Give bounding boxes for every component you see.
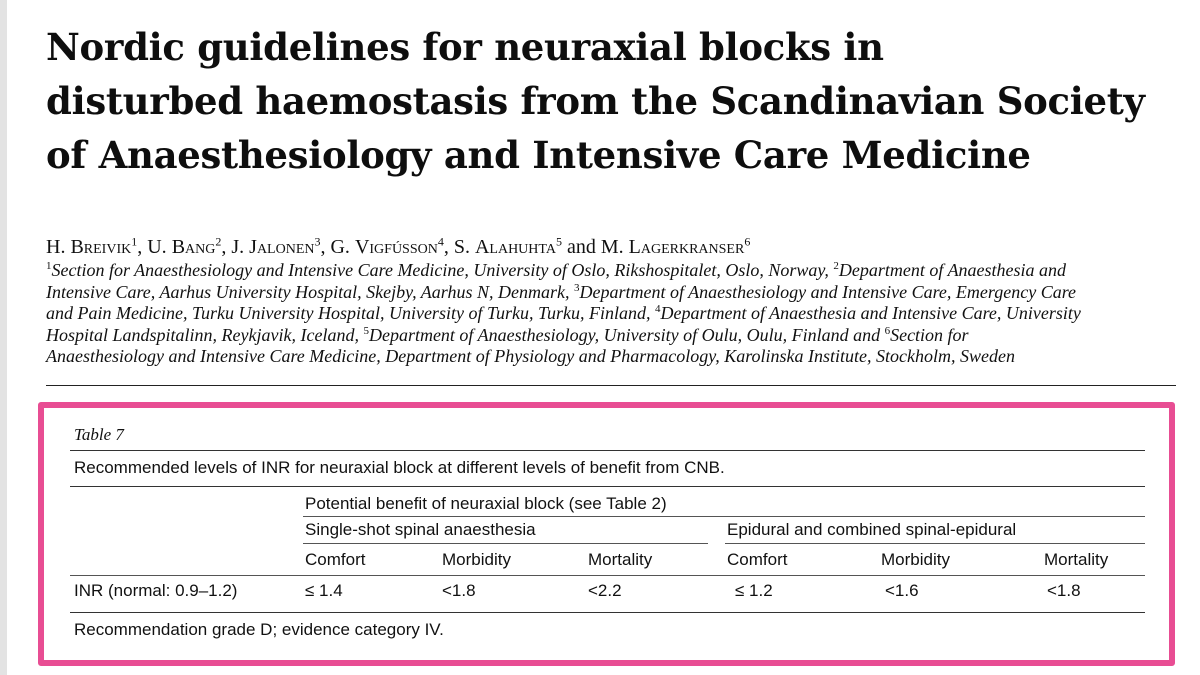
- page-left-edge: [0, 0, 7, 675]
- affiliation-list: [46, 260, 1186, 368]
- affiliation-text: Section for: [890, 324, 969, 345]
- affiliation-marker: 1: [46, 260, 52, 272]
- author-list: [46, 234, 1186, 260]
- affiliation-text: Anaesthesiology and Intensive Care Medicine, Department of Physiology and Pharmacology, Karolinska Institute, Stockholm, Sweden: [46, 346, 1015, 367]
- affiliation-text: Intensive Care, Aarhus University Hospital, Skejby, Aarhus N, Denmark,: [46, 281, 574, 302]
- affiliation-text: Department of Anaesthesia and: [838, 260, 1067, 280]
- affiliation-marker: 2: [833, 260, 839, 272]
- column-header: Mortality: [588, 550, 653, 569]
- group-header-rule: [303, 516, 1145, 517]
- table-caption: Recommended levels of INR for neuraxial block at different levels of benefit from CNB.: [74, 458, 725, 477]
- table-cell: <1.6: [885, 581, 919, 600]
- affiliation-text: Department of Anaesthesia and Intensive Care, University: [660, 303, 1081, 324]
- table-cell: <1.8: [1047, 581, 1081, 600]
- column-header: Morbidity: [881, 550, 950, 569]
- affiliation-text: Section for Anaesthesiology and Intensive Care Medicine, University of Oslo, Rikshospitalet, Oslo, Norway,: [51, 260, 834, 280]
- affiliation-line: [46, 346, 1186, 368]
- author: U. Bang$^2$: [147, 234, 222, 258]
- subgroup-epidural: Epidural and combined spinal-epidural: [727, 520, 1017, 539]
- author: G. Vigfússon$^4$: [330, 234, 444, 258]
- affiliation-line: [46, 282, 1186, 304]
- caption-rule: [70, 486, 1145, 487]
- affiliation-text: Hospital Landspitalinn, Reykjavik, Iceland,: [46, 324, 364, 345]
- column-header: Morbidity: [442, 550, 511, 569]
- author-separator: ,: [137, 236, 148, 258]
- affiliation-text: and Pain Medicine, Turku University Hospital, University of Turku, Turku, Finland,: [46, 303, 655, 324]
- table-cell: <1.8: [442, 581, 476, 600]
- affiliation-line: [46, 303, 1186, 325]
- subgroup-spinal: Single-shot spinal anaesthesia: [305, 520, 536, 539]
- affiliation-line: [46, 260, 1186, 282]
- author-separator: ,: [443, 236, 454, 258]
- author-separator: ,: [221, 236, 232, 258]
- author-separator: and: [561, 236, 601, 258]
- group-header: Potential benefit of neuraxial block (see Table 2): [305, 494, 667, 513]
- table-top-rule: [70, 450, 1145, 451]
- table-cell: ≤ 1.4: [305, 581, 343, 600]
- column-header: Comfort: [727, 550, 788, 569]
- author-separator: ,: [320, 236, 331, 258]
- affiliation-line: [46, 325, 1186, 347]
- table-cell: ≤ 1.2: [735, 581, 773, 600]
- author: J. Jalonen$^3$: [231, 234, 321, 258]
- column-header: Mortality: [1044, 550, 1109, 569]
- author: H. Breivik$^1$: [46, 234, 138, 258]
- affiliation-marker: 5: [363, 324, 369, 337]
- subgroup-epidural-rule: [725, 543, 1145, 544]
- affiliation-marker: 3: [573, 281, 580, 294]
- title-line: disturbed haemostasis from the Scandinavian Society: [46, 79, 1145, 123]
- header-bottom-rule: [70, 575, 1145, 576]
- author: M. Lagerkranser$^6$: [600, 234, 751, 258]
- title-line: Nordic guidelines for neuraxial blocks in: [46, 25, 884, 69]
- row-label: INR (normal: 0.9–1.2): [74, 581, 238, 600]
- affiliation-text: Department of Anaesthesiology, University of Oulu, Oulu, Finland and: [368, 324, 885, 345]
- paper-title: [46, 20, 1166, 182]
- table-label: Table 7: [74, 425, 124, 444]
- table-cell: <2.2: [588, 581, 622, 600]
- column-header: Comfort: [305, 550, 366, 569]
- subgroup-spinal-rule: [303, 543, 708, 544]
- title-line: of Anaesthesiology and Intensive Care Medicine: [46, 133, 1031, 177]
- section-divider: [46, 385, 1176, 386]
- table-footnote: Recommendation grade D; evidence category IV.: [74, 620, 444, 639]
- author: S. Alahuhta$^5$: [453, 234, 562, 258]
- affiliation-marker: 6: [884, 324, 891, 337]
- affiliation-marker: 4: [654, 303, 661, 316]
- table-bottom-rule: [70, 612, 1145, 613]
- affiliation-text: Department of Anaesthesiology and Intensive Care, Emergency Care: [579, 281, 1077, 302]
